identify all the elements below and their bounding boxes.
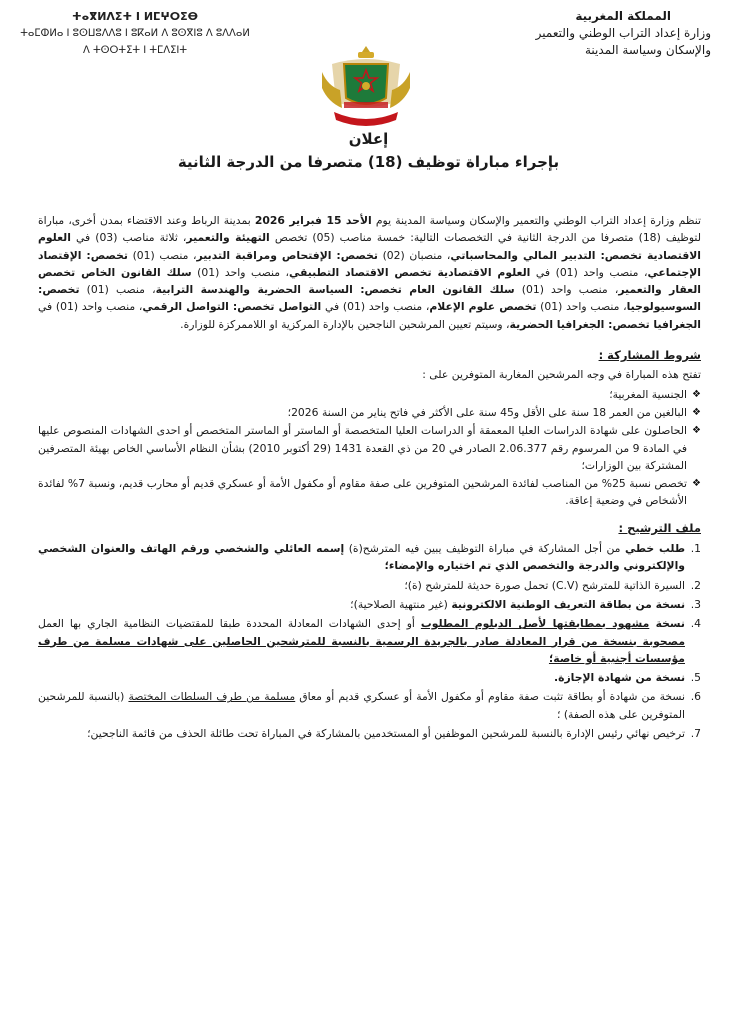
dossier-item-text: [404, 579, 685, 592]
bold-text-run: العلوم الاقتصادية تخصص: التدبير المالي والمحاسباتي: [38, 231, 702, 262]
tifinagh-line-1: ⵜⴰⴳⵍⴷⵉⵜ ⵏ ⵍⵎⵖⵔⵉⴱ: [71, 10, 198, 23]
arabic-header-line-2: وزارة إعداد التراب الوطني والتعمير: [535, 26, 711, 40]
dossier-item: [38, 725, 701, 742]
condition-item: [38, 475, 701, 510]
bold-text-run: سلك القانون العام تخصص: السياسة الحضرية والهندسة الترابية: [155, 283, 515, 297]
dossier-item: [38, 669, 701, 686]
text-run: ، ثلاثة مناصب (03) في: [70, 231, 187, 245]
announcement-title: [0, 128, 737, 174]
text-run: ، منصب واحد (01) في: [321, 300, 430, 314]
item-number: 5.: [690, 671, 701, 685]
bold-text-run: التواصل تخصص: التواصل الرقمي: [142, 300, 322, 314]
text-run: ، منصبان (02): [377, 248, 451, 262]
text-run: ، منصب واحد (01) في: [38, 300, 143, 314]
text-run: تنظم وزارة إعداد التراب الوطني والتعمير والإسكان وسياسة المدينة يوم: [371, 214, 701, 227]
item-number: 6.: [690, 690, 701, 704]
announcement-body: [38, 212, 701, 744]
condition-item: [38, 422, 701, 474]
diamond-bullet-icon: ❖: [692, 478, 701, 490]
bold-text-run: نسخة: [649, 617, 685, 631]
condition-text: الحاصلون على شهادة الدراسات العليا المعمقة أو الدراسات العليا المتخصصة أو الماستر أو الماستر المتخصص أو احدى الشهادات المنصوص عليها في المادة 9 من المرسوم رقم 2.06.377 الصادر في 20 من ذي القعدة 1431 (29 أكتوبر 2010) بشأن النظام الأساسي الخاص بهيئة المتصرفين المشتركة بين الوزارات؛: [38, 424, 688, 472]
dossier-heading: ملف الترشيح :: [618, 520, 701, 535]
condition-text: البالغين من العمر 18 سنة على الأقل و45 سنة على الأكثر في فاتح يناير من السنة 2026؛: [287, 405, 687, 419]
condition-text: الجنسية المغربية؛: [609, 387, 687, 401]
bold-text-run: نسخة من شهادة الإجازة.: [553, 671, 685, 685]
text-run: ، منصب (01): [127, 248, 197, 262]
dossier-item-text: [350, 598, 685, 611]
intro-text: [38, 212, 701, 333]
tifinagh-header: [0, 8, 270, 59]
bold-text-run: الأحد 15 فبراير 2026: [254, 214, 372, 227]
bold-text-run: مشهود بمطابقتها لأصل الدبلوم المطلوب: [420, 617, 650, 631]
condition-text: تخصص نسبة 25% من المناصب لفائدة المرشحين المتوفرين على صفة مقاوم أو مكفول الأمة أو عسكري قديم أو محارب قديم، ونسبة 7% لفائدة الأشخاص في وضعية إعاقة.: [38, 477, 687, 508]
text-run: ، منصب واحد (01): [191, 265, 290, 279]
dossier-item-text: [87, 727, 685, 740]
bold-text-run: نسخة من بطاقة التعريف الوطنية الالكترونية: [451, 597, 685, 611]
dossier-item-text: [38, 542, 685, 572]
coat-of-arms-emblem: [314, 42, 418, 130]
diamond-bullet-icon: ❖: [692, 388, 701, 400]
diamond-bullet-icon: ❖: [692, 406, 701, 418]
dossier-item-text: [38, 690, 685, 720]
dossier-item: [38, 577, 701, 594]
condition-item: [38, 386, 701, 403]
text-run: السيرة الذاتية للمترشح (C.V) تحمل صورة حديثة للمترشح (ة)؛: [404, 578, 685, 592]
bold-text-run: تخصص علوم الإعلام: [429, 300, 537, 314]
participation-heading: شروط المشاركة :: [598, 348, 701, 363]
bold-text-run: الجغرافيا تخصص: الجغرافيا الحضرية: [509, 317, 701, 331]
item-number: 7.: [690, 727, 701, 741]
bold-text-run: تخصص: الإفتحاص ومراقبة التدبير: [196, 248, 378, 262]
arabic-header: [461, 8, 711, 59]
text-run: (بالنسبة للمرشحين المتوفرين على هذه الصفة) ؛: [38, 690, 685, 721]
bold-text-run: مصحوبة بنسخة من قرار المعادلة صادر بالجريدة الرسمية بالنسبة للمترشحين الحاصلين على شهادات مسلمة من طرف مؤسسات أجنبية أو خاصة؛: [38, 634, 685, 665]
dossier-items-list: [38, 540, 701, 742]
bold-text-run: العلوم الاقتصادية تخصص الاقتصاد التطبيقي: [289, 265, 531, 279]
arabic-header-line-3: والإسكان وسياسة المدينة: [585, 43, 711, 57]
tifinagh-line-2: ⵜⴰⵎⵀⵍⴰ ⵏ ⵓⵙⵡⵓⴷⴷⵓ ⵏ ⵓⴽⴰⵍ ⴷ ⵓⵙⴳⵏⵓ ⴷ ⵓⴷⴷⴰⵍ: [20, 28, 250, 39]
text-run: ، منصب واحد (01) في: [530, 265, 648, 279]
title-line-2: بإجراء مباراة توظيف (18) متصرفا من الدرجة الثانية: [177, 153, 560, 171]
bold-text-run: التهيئة والتعمير: [186, 231, 270, 245]
dossier-item-text: [38, 617, 685, 665]
text-run: (غير منتهية الصلاحية)؛: [350, 597, 452, 611]
bold-text-run: إسمه العائلي والشخصي ورقم الهاتف والعنوان الشخصي والإلكتروني والدرجة والتخصص الذي تم اختياره والإمضاء؛: [38, 542, 685, 573]
bold-text-run: طلب خطي: [624, 542, 686, 556]
condition-item: [38, 404, 701, 421]
bold-text-run: سلك القانون الخاص تخصص العقار والتعمير: [38, 265, 701, 297]
participation-conditions-list: [38, 386, 701, 510]
text-run: من أجل المشاركة في مباراة التوظيف يبين فيه المترشح(ة): [344, 542, 625, 556]
bold-text-run: تخصص: السوسيولوجيا: [38, 283, 701, 314]
item-number: 3.: [690, 597, 701, 611]
dossier-item: [38, 615, 701, 667]
participation-intro: تفتح هذه المباراة في وجه المرشحين المغاربة المتوفرين على :: [422, 368, 701, 382]
item-number: 2.: [690, 578, 701, 592]
text-run: ، منصب واحد (01): [514, 283, 619, 297]
title-line-1: إعلان: [348, 130, 389, 148]
dossier-item: [38, 540, 701, 575]
text-run: ، منصب واحد (01): [536, 300, 627, 314]
dossier-item-text: [554, 671, 685, 684]
bold-text-run: تخصص: الإقتصاد الإجتماعي: [38, 248, 701, 279]
dossier-item: [38, 596, 701, 613]
text-run: بمدينة الرباط وعند الاقتضاء بمدن أخرى، مباراة لتوظيف (18) متصرفا من الدرجة الثانية في التخصصات التالية: خمسة مناصب (05) تخصص: [38, 214, 701, 245]
text-run: نسخة من شهادة أو بطاقة تثبت صفة مقاوم أو مكفول الأمة أو عسكري قديم أو معاق: [295, 690, 685, 704]
item-number: 4.: [690, 617, 701, 631]
text-run: أو إحدى الشهادات المعادلة المحددة طبقا للمقتضيات النظامية الجاري بها العمل: [38, 617, 421, 631]
dossier-item: [38, 688, 701, 723]
diamond-bullet-icon: ❖: [692, 425, 701, 437]
text-run: ، منصب (01): [79, 283, 156, 297]
intro-paragraph: [38, 212, 701, 333]
text-run: ترخيص نهائي رئيس الإدارة بالنسبة للمرشحين الموظفين أو المستخدمين بالمشاركة في المباراة تحت طائلة الحذف من قائمة الناجحين؛: [87, 727, 685, 741]
text-run: مسلمة من طرف السلطات المختصة: [128, 690, 296, 704]
item-number: 1.: [690, 542, 701, 556]
arabic-header-line-1: المملكة المغربية: [575, 9, 671, 23]
tifinagh-line-3: ⴷ ⵜⵙⵔⵜⵉⵜ ⵏ ⵜⵎⴷⵉⵏⵜ: [82, 45, 188, 56]
text-run: ، وسيتم تعيين المرشحين الناجحين بالإدارة المركزية او اللاممركزة للوزارة.: [180, 317, 510, 331]
